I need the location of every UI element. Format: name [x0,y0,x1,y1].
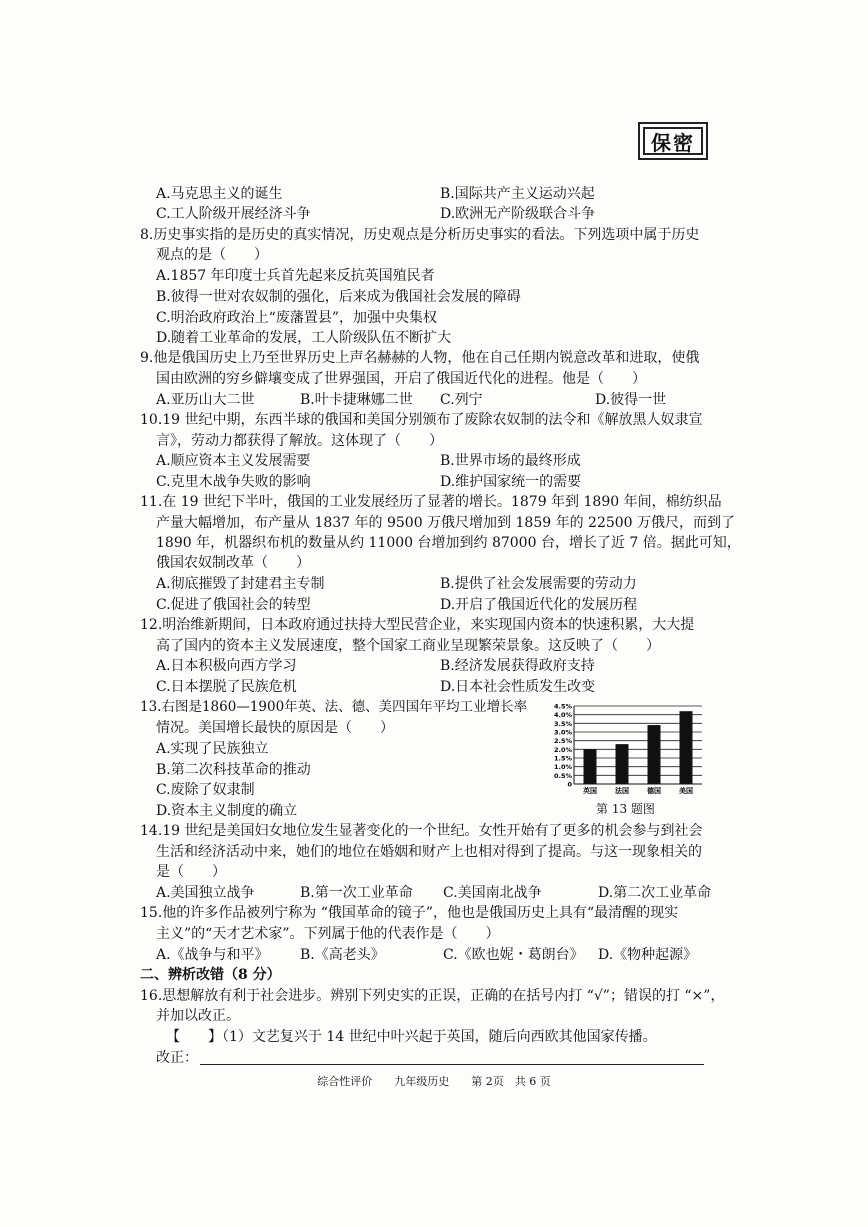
section-2-heading: 二、辨析改错（8 分） [140,967,281,983]
q13-option-d: D.资本主义制度的确立 [156,803,298,819]
q7-option-c: C.工人阶级开展经济斗争 [156,206,311,222]
q8-option-c: C.明治政府政治上“废藩置县”，加强中央集权 [156,310,437,326]
q14-stem-line3: 是（ ） [156,864,226,880]
q7-option-a: A.马克思主义的诞生 [156,186,283,202]
q14-stem-line1: 14.19 世纪是美国妇女地位发生显著变化的一个世纪。女性开始有了更多的机会参与到社会 [140,823,703,839]
q10-option-a: A.顺应资本主义发展需要 [156,453,311,469]
x-tick-label: 英国 [583,787,597,795]
q10-stem-line2: 言》，劳动力都获得了解放。这体现了（ ） [156,433,443,449]
q7-option-b: B.国际共产主义运动兴起 [440,186,595,202]
q11-option-a: A.彻底摧毁了封建君主专制 [156,576,325,592]
q11-option-c: C.促进了俄国社会的转型 [156,597,311,613]
q12-option-d: D.日本社会性质发生改变 [440,679,596,695]
q12-option-c: C.日本摆脱了民族危机 [156,679,297,695]
q11-option-d: D.开启了俄国近代化的发展历程 [440,597,638,613]
q14-option-c: C.美国南北战争 [443,885,542,901]
q9-stem-line1: 9.他是俄国历史上乃至世界历史上声名赫赫的人物，他在自己任期内锐意改革和进取，使俄 [140,350,700,366]
q15-option-b: B.《高老头》 [300,947,385,963]
q16-fix-label: 改正： [156,1050,198,1066]
y-tick-label: 1.0% [553,763,572,772]
q11-stem-line1: 11.在 19 世纪下半叶，俄国的工业发展经历了显著的增长。1879 年到 1890 年间，棉纺织品 [140,494,722,510]
q16-item-1: 【 】（1）文艺复兴于 14 世纪中叶兴起于英国，随后向西欧其他国家传播。 [166,1029,657,1045]
q13-stem-line1: 13.右图是1860—1900年英、法、德、美四国年平均工业增长率 [140,699,528,715]
q9-option-d: D.彼得一世 [595,392,667,408]
q13-option-b: B.第二次科技革命的推动 [156,762,311,778]
q8-option-a: A.1857 年印度士兵首先起来反抗英国殖民者 [156,268,435,284]
q8-stem-line2: 观点的是（ ） [156,247,268,263]
y-tick-label: 3.0% [553,728,572,737]
q11-stem-line3: 1890 年，机器织布机的数量从约 11000 台增加到约 87000 台，增长了近 7 倍。据此可知， [156,535,741,551]
q16-stem-line2: 并加以改正。 [156,1008,240,1024]
q12-stem-line2: 高了国内的资本主义发展速度，整个国家工商业呈现繁荣景象。这反映了（ ） [156,638,660,654]
q15-option-c: C.《欧也妮・葛朗台》 [443,947,584,963]
y-tick-label: 4.5% [553,702,572,711]
x-tick-label: 美国 [679,787,693,795]
q9-option-b: B.叶卡捷琳娜二世 [300,392,413,408]
q16-stem-line1: 16.思想解放有利于社会进步。辨别下列史实的正误，正确的在括号内打 “√”；错误的打 “×”， [140,988,725,1004]
y-tick-label: 3.5% [553,719,572,728]
bar [648,725,661,784]
q14-option-d: D.第二次工业革命 [598,885,712,901]
q8-stem-line1: 8.历史事实指的是历史的真实情况，历史观点是分析历史事实的看法。下列选项中属于历史 [140,227,700,243]
q10-option-c: C.克里木战争失败的影响 [156,474,311,490]
q14-option-b: B.第一次工业革命 [300,885,413,901]
y-tick-label: 2.5% [553,737,572,746]
q7-option-d: D.欧洲无产阶级联合斗争 [440,206,596,222]
y-tick-label: 1.5% [553,754,572,763]
bar [616,744,629,784]
y-tick-label: 2.0% [553,745,572,754]
q15-option-d: D.《物种起源》 [598,947,698,963]
x-tick-label: 德国 [647,787,661,795]
y-tick-label: 0.5% [553,771,572,780]
bar [584,749,597,784]
confidential-stamp [638,122,708,160]
q13-stem-line2: 情况。美国增长最快的原因是（ ） [156,720,394,736]
q12-option-b: B.经济发展获得政府支持 [440,658,595,674]
q14-option-a: A.美国独立战争 [156,885,255,901]
y-tick-label: 4.0% [553,711,572,720]
stamp-text: 保密 [643,127,703,155]
y-tick-label: 0 [567,780,572,789]
q15-stem-line1: 15.他的许多作品被列宁称为 “俄国革命的镜子”，他也是俄国历史上具有“最清醒的现实 [140,905,679,921]
q8-option-d: D.随着工业革命的发展，工人阶级队伍不断扩大 [156,330,452,346]
q13-option-c: C.废除了奴隶制 [156,782,255,798]
q9-option-a: A.亚历山大二世 [156,392,255,408]
q11-option-b: B.提供了社会发展需要的劳动力 [440,576,637,592]
growth-rate-bar-chart [546,700,706,800]
chart-caption: 第 13 题图 [596,802,655,816]
q12-option-a: A.日本积极向西方学习 [156,658,297,674]
q11-stem-line2: 产量大幅增加，布产量从 1837 年的 9500 万俄尺增加到 1859 年的 22500 万俄尺，而到了 [156,515,736,531]
q11-stem-line4: 俄国农奴制改革（ ） [156,555,310,571]
answer-line [200,1064,704,1065]
q15-option-a: A.《战争与和平》 [156,947,269,963]
q10-option-d: D.维护国家统一的需要 [440,474,582,490]
q14-stem-line2: 生活和经济活动中来，她们的地位在婚姻和财产上也相对得到了提高。与这一现象相关的 [156,844,702,860]
q9-option-c: C.列宁 [440,392,483,408]
q15-stem-line2: 主义”的“天才艺术家”。下列属于他的代表作是（ ） [156,926,500,942]
q9-stem-line2: 国由欧洲的穷乡僻壤变成了世界强国，开启了俄国近代化的进程。他是（ ） [156,371,646,387]
page-footer: 综合性评价 九年级历史 第 2页 共 6 页 [317,1075,551,1088]
q12-stem-line1: 12.明治维新期间，日本政府通过扶持大型民营企业，来实现国内资本的快速积累，大大提 [140,617,695,633]
q8-option-b: B.彼得一世对农奴制的强化，后来成为俄国社会发展的障碍 [156,289,521,305]
x-tick-label: 法国 [615,787,629,795]
q10-option-b: B.世界市场的最终形成 [440,453,581,469]
bar [680,711,693,784]
q10-stem-line1: 10.19 世纪中期，东西半球的俄国和美国分别颁布了废除农奴制的法令和《解放黑人奴隶宣 [140,412,703,428]
q13-option-a: A.实现了民族独立 [156,741,269,757]
